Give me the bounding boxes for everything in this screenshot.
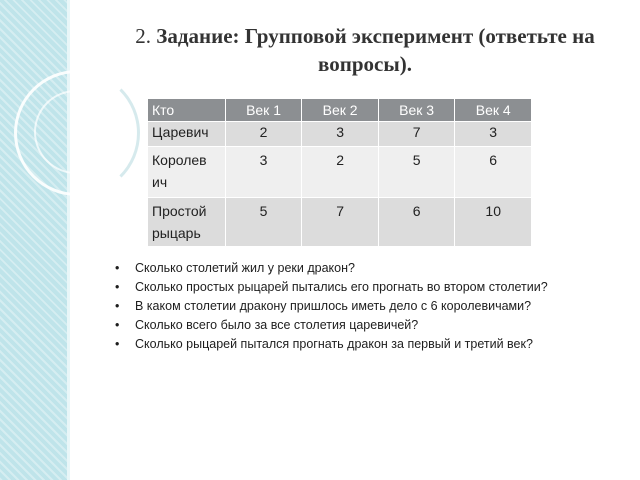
- question-text: Сколько рыцарей пытался прогнать дракон за первый и третий век?: [135, 337, 533, 351]
- title-prefix: 2.: [135, 24, 152, 48]
- list-item: [113, 279, 553, 296]
- list-item: [113, 336, 553, 353]
- question-text: Сколько простых рыцарей пытались его прогнать во втором столетии?: [135, 280, 548, 294]
- cell-value: 7: [378, 122, 455, 147]
- bullet-icon: •: [115, 280, 120, 294]
- question-text: В каком столетии дракону пришлось иметь дело с 6 королевичами?: [135, 299, 532, 313]
- header-who: Кто: [148, 99, 226, 122]
- cell-value: 3: [302, 122, 379, 147]
- question-list: [113, 260, 553, 355]
- header-century-4: Век 4: [455, 99, 532, 122]
- cell-value: 6: [378, 198, 455, 247]
- cell-value: 2: [302, 147, 379, 198]
- table-row: [148, 122, 532, 147]
- decorative-arc-inner: [34, 90, 118, 174]
- slide-title: [105, 22, 625, 78]
- results-table: [147, 98, 532, 247]
- list-item: [113, 317, 553, 334]
- header-century-3: Век 3: [378, 99, 455, 122]
- cell-who: Простой рыцарь: [148, 198, 226, 247]
- cell-value: 2: [225, 122, 302, 147]
- table-header-row: [148, 99, 532, 122]
- list-item: [113, 298, 553, 315]
- cell-value: 5: [378, 147, 455, 198]
- question-text: Сколько столетий жил у реки дракон?: [135, 261, 355, 275]
- table-row: [148, 147, 532, 198]
- cell-who: Царевич: [148, 122, 226, 147]
- table-row: [148, 198, 532, 247]
- cell-value: 10: [455, 198, 532, 247]
- cell-who: Королев ич: [148, 147, 226, 198]
- bullet-icon: •: [115, 318, 120, 332]
- list-item: [113, 260, 553, 277]
- bullet-icon: •: [115, 337, 120, 351]
- cell-value: 3: [225, 147, 302, 198]
- question-text: Сколько всего было за все столетия царевичей?: [135, 318, 419, 332]
- cell-value: 5: [225, 198, 302, 247]
- title-main: Задание: Групповой эксперимент (ответьте на вопросы).: [156, 24, 595, 76]
- bullet-icon: •: [115, 299, 120, 313]
- header-century-2: Век 2: [302, 99, 379, 122]
- cell-value: 3: [455, 122, 532, 147]
- bullet-icon: •: [115, 261, 120, 275]
- cell-value: 7: [302, 198, 379, 247]
- cell-value: 6: [455, 147, 532, 198]
- header-century-1: Век 1: [225, 99, 302, 122]
